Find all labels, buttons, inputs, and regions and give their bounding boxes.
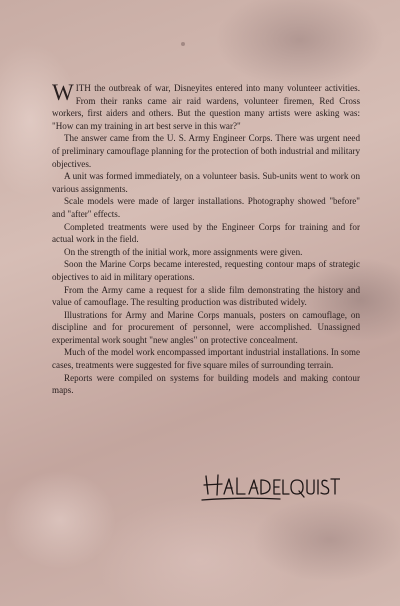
paragraph-8: Illustrations for Army and Marine Corps manuals, posters on camouflage, on discipline and for procurement of personnel, were accomplished. Unassigned experimental work sought "new angles" on protective concealment.: [52, 309, 360, 345]
paragraph-10: Reports were compiled on systems for building models and making contour maps.: [52, 372, 360, 396]
signature-drawing: [200, 466, 340, 506]
paragraph-4: Completed treatments were used by the Engineer Corps for training and for actual work in the field.: [52, 221, 360, 245]
paragraph-9: Much of the model work encompassed important industrial installations. In some cases, treatments were suggested for five square miles of surrounding terrain.: [52, 347, 360, 371]
paragraph-6: Soon the Marine Corps became interested, requesting contour maps of strategic objectives to aid in military operations.: [52, 259, 360, 282]
paragraph-2: A unit was formed immediately, on a volunteer basis. Sub-units went to work on various assignments.: [52, 171, 360, 194]
drop-cap: W: [52, 80, 74, 105]
paragraph-1: The answer came from the U. S. Army Engineer Corps. There was urgent need of preliminary camouflage planning for the protection of both industrial and military objectives.: [52, 133, 360, 169]
paragraph-3: Scale models were made of larger installations. Photography showed "before" and "after" effects.: [52, 196, 360, 219]
paragraph-5: On the strength of the initial work, more assignments were given.: [64, 246, 303, 257]
decorative-dot: [181, 42, 185, 46]
body-text: [52, 82, 360, 397]
paragraph-7: From the Army came a request for a slide film demonstrating the history and value of camouflage. The resulting production was distributed widely.: [52, 284, 360, 308]
lead-paragraph: [52, 82, 360, 132]
lead-text: ITH the outbreak of war, Disneyites entered into many volunteer activities. From their ranks came air raid wardens, volunteer firemen, Red Cross workers, first aiders and others. But the question many artists were asking was: "How can my training in art best serve in this war?": [52, 83, 360, 131]
handwritten-signature: [200, 466, 340, 506]
